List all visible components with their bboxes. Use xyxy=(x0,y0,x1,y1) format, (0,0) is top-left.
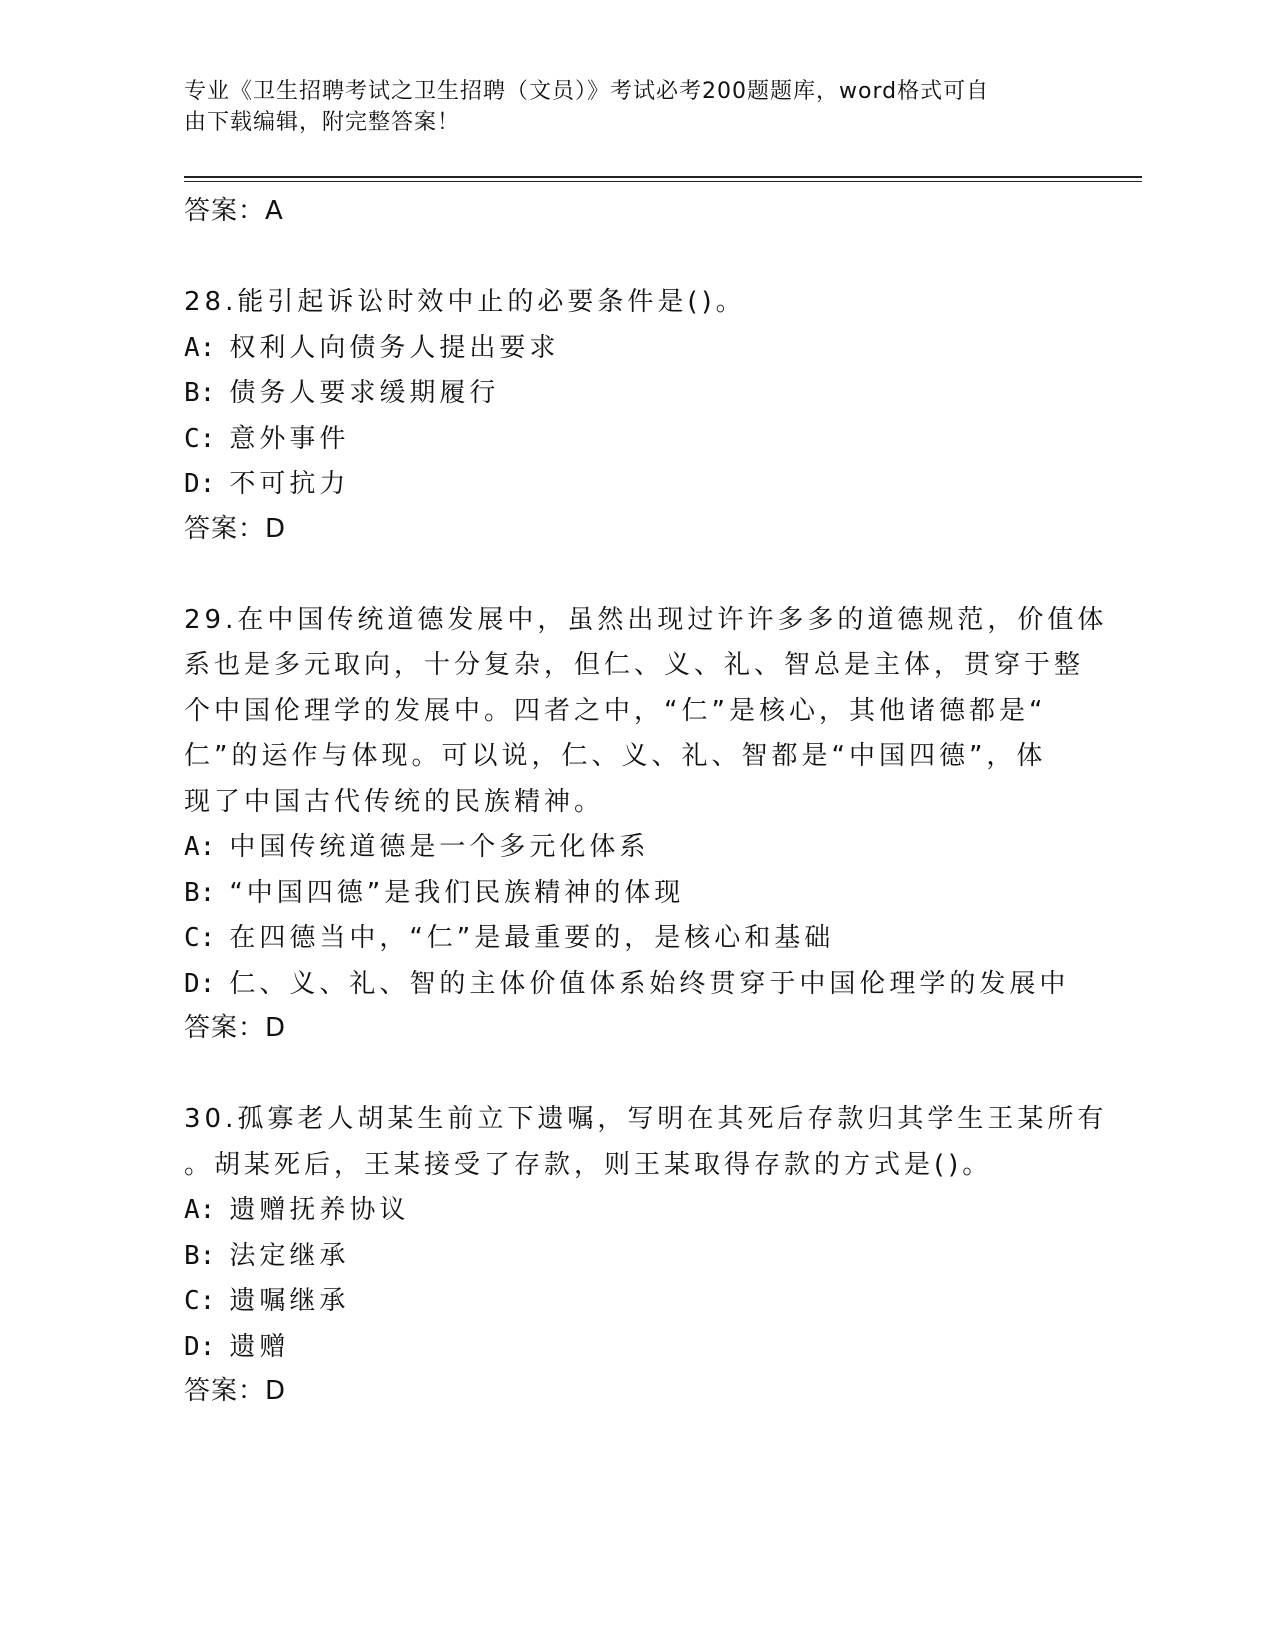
question-list xyxy=(184,190,1108,1412)
option-a xyxy=(184,326,1084,372)
spacer xyxy=(184,550,1084,598)
header-divider-thin xyxy=(184,181,1142,182)
option-c xyxy=(184,417,1084,463)
option-letter: D: xyxy=(184,1331,216,1362)
option-text: “中国四德”是我们民族精神的体现 xyxy=(229,877,685,908)
answer-line: 答案：A xyxy=(184,196,284,226)
option-text: 意外事件 xyxy=(229,423,350,454)
option-letter: C: xyxy=(184,423,216,454)
answer-line: 答案：D xyxy=(184,1376,287,1406)
header-line: 由下载编辑，附完整答案！ xyxy=(184,110,461,135)
header-line: 专业《卫生招聘考试之卫生招聘（文员）》考试必考200题题库，word格式可自 xyxy=(184,79,990,104)
option-d xyxy=(184,1325,1084,1371)
option-letter: D: xyxy=(184,469,216,499)
stem-line: 28.能引起诉讼时效中止的必要条件是()。 xyxy=(184,287,746,317)
stem-line: 30.孤寡老人胡某生前立下遗嘱，写明在其死后存款归其学生王某所有 xyxy=(184,1104,1108,1134)
stem-line: 系也是多元取向，十分复杂，但仁、义、礼、智总是主体，贯穿于整 xyxy=(184,650,1085,680)
option-letter: A: xyxy=(184,1195,216,1225)
option-b xyxy=(184,1234,1084,1280)
option-d xyxy=(184,462,1084,508)
stem-line: 29.在中国传统道德发展中，虽然出现过许许多多的道德规范，价值体 xyxy=(184,604,1108,635)
option-b xyxy=(184,871,1084,917)
option-b xyxy=(184,371,1084,417)
option-text: 不可抗力 xyxy=(229,469,350,499)
header-divider xyxy=(184,176,1142,178)
option-c xyxy=(184,1279,1084,1325)
option-text: 法定继承 xyxy=(229,1240,350,1271)
option-text: 在四德当中，“仁”是最重要的，是核心和基础 xyxy=(229,923,835,953)
option-text: 遗赠抚养协议 xyxy=(229,1195,410,1225)
question-stem xyxy=(184,598,1108,826)
option-letter: C: xyxy=(184,923,216,953)
question-stem xyxy=(184,1097,1108,1188)
stem-line: 个中国伦理学的发展中。四者之中，“仁”是核心，其他诸德都是“ xyxy=(184,695,1047,726)
stem-line: 仁”的运作与体现。可以说，仁、义、礼、智都是“中国四德”，体 xyxy=(184,741,1047,771)
option-text: 债务人要求缓期履行 xyxy=(229,378,500,408)
option-text: 遗嘱继承 xyxy=(229,1286,350,1316)
option-letter: D: xyxy=(184,968,216,999)
document-header xyxy=(184,76,1064,138)
option-letter: A: xyxy=(184,832,216,862)
option-letter: C: xyxy=(184,1286,216,1316)
spacer xyxy=(184,232,1084,280)
question-28 xyxy=(184,280,1084,550)
option-letter: B: xyxy=(184,378,216,408)
option-letter: B: xyxy=(184,1240,216,1271)
stem-line: 现了中国古代传统的民族精神。 xyxy=(184,786,605,817)
option-text: 遗赠 xyxy=(229,1331,290,1362)
option-letter: A: xyxy=(184,332,216,363)
spacer xyxy=(184,1049,1084,1097)
option-a xyxy=(184,1188,1084,1234)
question-29 xyxy=(184,598,1108,1050)
answer-line: 答案：D xyxy=(184,513,287,544)
question-30 xyxy=(184,1097,1108,1412)
answer-line: 答案：D xyxy=(184,1013,287,1043)
option-text: 仁、义、礼、智的主体价值体系始终贯穿于中国伦理学的发展中 xyxy=(229,968,1070,999)
stem-line: 。胡某死后，王某接受了存款，则王某取得存款的方式是()。 xyxy=(184,1149,993,1180)
option-c xyxy=(184,916,1084,962)
option-text: 中国传统道德是一个多元化体系 xyxy=(229,832,650,862)
question-stem xyxy=(184,280,1084,326)
option-d xyxy=(184,962,1084,1008)
option-letter: B: xyxy=(184,877,216,908)
option-text: 权利人向债务人提出要求 xyxy=(229,332,560,363)
option-a xyxy=(184,825,1084,871)
